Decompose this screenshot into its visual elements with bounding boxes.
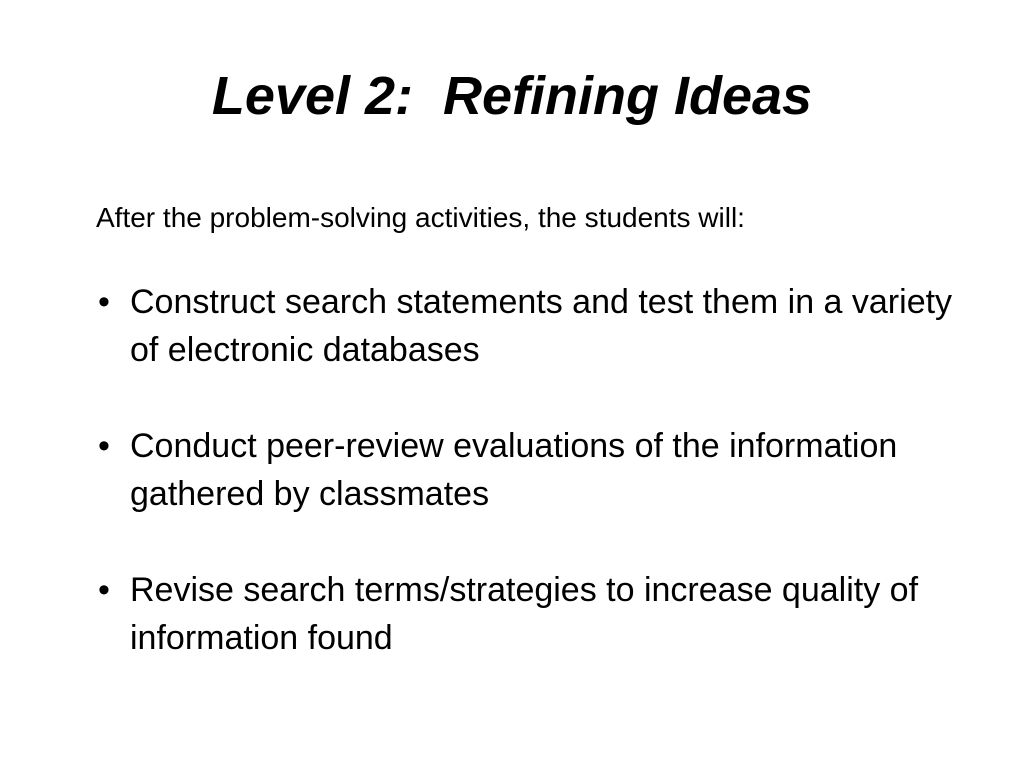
bullet-text: Conduct peer-review evaluations of the information gathered by classmates	[130, 427, 898, 513]
bullet-list	[96, 278, 956, 662]
bullet-marker: •	[98, 571, 110, 609]
bullet-marker: •	[98, 427, 110, 465]
bullet-item	[96, 278, 956, 374]
bullet-item	[96, 422, 956, 518]
bullet-item	[96, 566, 956, 662]
slide-title: Level 2: Refining Ideas	[211, 66, 813, 126]
bullet-text: Construct search statements and test them in a variety of electronic databases	[130, 283, 953, 369]
bullet-marker: •	[98, 283, 110, 321]
intro-text: After the problem-solving activities, the students will:	[96, 202, 745, 233]
bullet-text: Revise search terms/strategies to increase quality of information found	[130, 571, 919, 657]
